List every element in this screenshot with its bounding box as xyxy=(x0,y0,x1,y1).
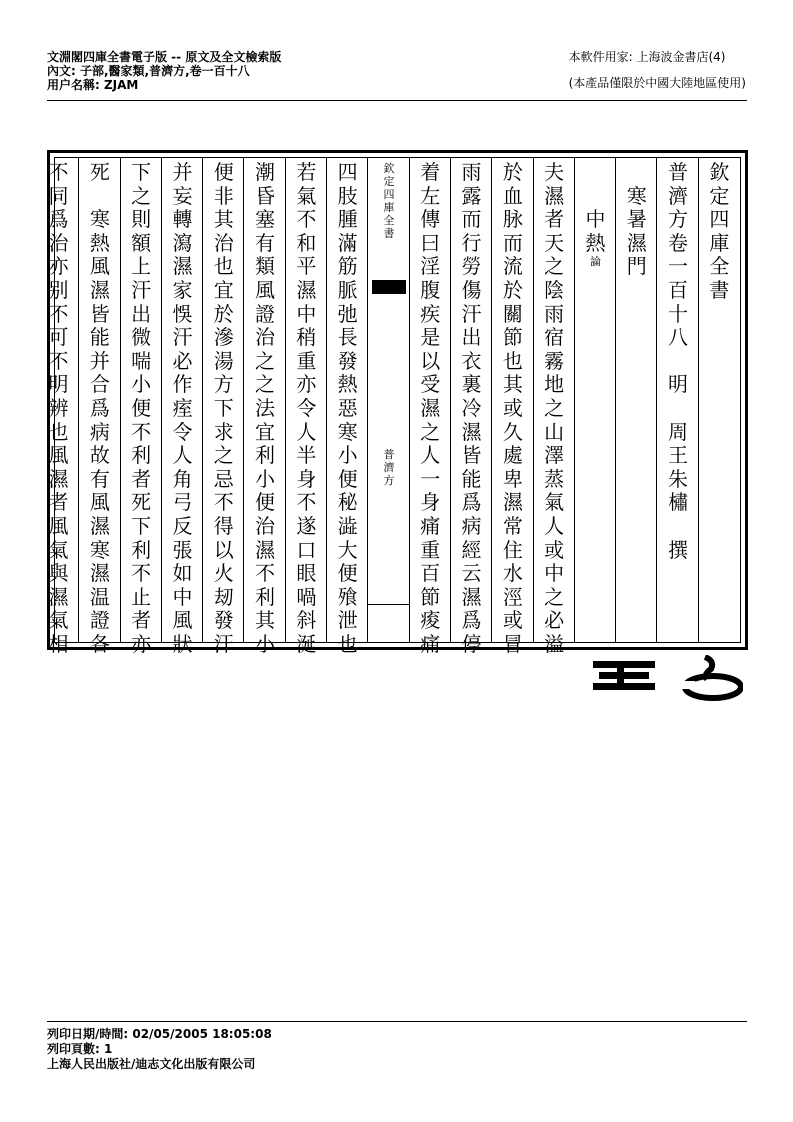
text-column: 於 血 脉 而 流 於 關 節 也 其 或 久 處 卑 濕 常 住 水 涇 或 冒 xyxy=(502,160,523,656)
page-frame xyxy=(47,150,748,656)
publisher-logo xyxy=(593,655,743,701)
print-page-count: 列印頁數: 1 xyxy=(47,1042,113,1056)
page-text-area xyxy=(48,157,741,656)
text-column: 若 氣 不 和 平 濕 中 稍 重 亦 令 人 半 身 不 遂 口 眼 喎 斜 涎 xyxy=(296,160,317,656)
text-column: 中 熱 論 xyxy=(575,158,616,642)
header-content-path: 內文: 子部,醫家類,普濟方,卷一百十八 xyxy=(47,64,250,78)
text-column: 普 濟 方 卷 一 百 十 八 明 周 王 朱 橚 撰 xyxy=(668,160,689,562)
text-column: 便 非 其 治 也 宜 於 滲 湯 方 下 求 之 忌 不 得 以 火 刼 發 汗 xyxy=(213,160,234,656)
text-column: 四 肢 腫 滿 筋 脈 弛 長 發 熱 惡 寒 小 便 秘 澁 大 便 飱 泄 也 xyxy=(337,160,358,656)
header-right xyxy=(569,50,746,102)
text-column: 潮 昏 塞 有 類 風 證 治 之 之 法 宜 利 小 便 治 濕 不 利 其 小 xyxy=(255,160,276,656)
banner-fishtail-mark xyxy=(372,280,405,294)
text-column: 欽 定 四 庫 全 書 xyxy=(709,160,730,302)
center-banner: 欽 定 四 庫 全 書 普 濟 方 xyxy=(368,158,409,642)
text-column: 夫 濕 者 天 之 陰 雨 宿 霧 地 之 山 澤 蒸 氣 人 或 中 之 必 溢 xyxy=(544,160,565,656)
banner-rule xyxy=(368,604,409,605)
text-column: 雨 露 而 行 勞 傷 汗 出 衣 裏 冷 濕 皆 能 爲 病 經 云 濕 爲 停 xyxy=(461,160,482,656)
header-region-note: (本產品僅限於中國大陸地區使用) xyxy=(568,76,746,90)
text-column: 死 寒 熱 風 濕 皆 能 并 合 爲 病 故 有 風 濕 寒 濕 温 證 各 xyxy=(89,160,110,656)
header-title: 文淵閣四庫全書電子版 -- 原文及全文檢索版 xyxy=(47,50,282,64)
footer xyxy=(47,1027,272,1072)
print-datetime: 列印日期/時間: 02/05/2005 18:05:08 xyxy=(47,1027,272,1041)
footer-divider xyxy=(47,1021,747,1022)
text-column: 着 左 傳 曰 淫 腹 疾 是 以 受 濕 之 人 一 身 痛 重 百 節 痠 痛 xyxy=(420,160,441,656)
header-licensee: 本軟件用家: 上海波金書店(4) xyxy=(568,50,726,64)
text-column: 并 妄 轉 瀉 濕 家 悞 汗 必 作 痓 令 人 角 弓 反 張 如 中 風 狀 xyxy=(172,160,193,656)
publisher-line: 上海人民出版社/迪志文化出版有限公司 xyxy=(47,1057,256,1071)
text-column: 下 之 則 額 上 汗 出 微 喘 小 便 不 利 者 死 下 利 不 止 者 亦 xyxy=(131,160,152,656)
header-left xyxy=(47,50,281,92)
header-username: 用户名稱: ZJAM xyxy=(47,78,139,92)
text-column: 寒 暑 濕 門 xyxy=(626,183,647,279)
annotation-note: 論 xyxy=(589,255,601,269)
header-divider xyxy=(47,100,747,101)
text-column: 不 同 爲 治 亦 别 不 可 不 明 辨 也 風 濕 者 風 氣 與 濕 氣 相 xyxy=(48,160,69,656)
